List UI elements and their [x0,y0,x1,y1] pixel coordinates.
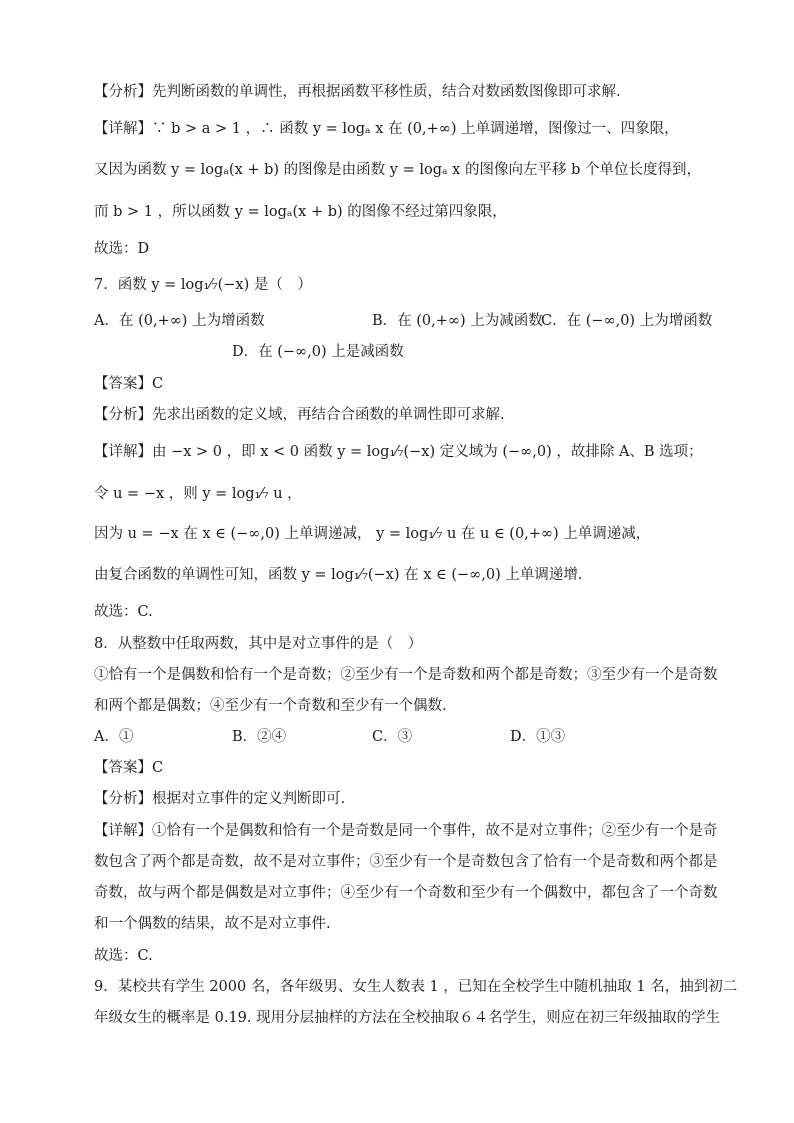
q7-option-b: B．在 (0,+∞) 上为减函数 [372,313,543,329]
q8-analysis: 【分析】根据对立事件的定义判断即可. [94,791,346,807]
q6-detail-line-3: 而 b > 1 ，所以函数 y = logₐ(x + b) 的图像不经过第四象限， [94,204,507,220]
q6-analysis: 【分析】先判断函数的单调性，再根据函数平移性质，结合对数函数图像即可求解. [94,84,621,100]
q7-detail-line-2: 令 u = −x ，则 y = log₁⁄₇ u ， [94,486,302,502]
q8-detail-line-1: 【详解】①恰有一个是偶数和恰有一个是奇数是同一个事件，故不是对立事件；②至少有一个是奇 [94,823,718,839]
q8-option-c: C．③ [372,729,413,745]
q6-choice: 故选：D [94,241,150,257]
q7-answer: 【答案】C [94,376,164,392]
q8-option-b: B．②④ [232,729,287,745]
q7-choice: 故选：C. [94,604,153,620]
q7-detail-line-3: 因为 u = −x 在 x ∈ (−∞,0) 上单调递减， y = log₁⁄₇ u 在 u ∈ (0,+∞) 上单调递减， [94,526,651,542]
q8-answer: 【答案】C [94,760,164,776]
q8-choice: 故选：C. [94,948,153,964]
q9-stem-line-1: 9．某校共有学生 2000 名，各年级男、女生人数表 1 ，已知在全校学生中随机抽取 1 名，抽到初二 [94,979,738,995]
q7-detail-line-1: 【详解】由 −x > 0 ，即 x < 0 函数 y = log₁⁄₇(−x) 定义域为 (−∞,0) ，故排除 A、B 选项； [94,444,703,460]
q7-option-a: A．在 (0,+∞) 上为增函数 [94,313,265,329]
q8-option-d: D．①③ [510,729,566,745]
q6-detail-line-2: 又因为函数 y = logₐ(x + b) 的图像是由函数 y = logₐ x 的图像向左平移 b 个单位长度得到， [94,162,701,178]
q8-option-a: A．① [94,729,134,745]
q7-analysis: 【分析】先求出函数的定义域，再结合合函数的单调性即可求解. [94,407,505,423]
q8-items-line-1: ①恰有一个是偶数和恰有一个是奇数；②至少有一个是奇数和两个都是奇数；③至少有一个是奇数 [94,667,718,683]
q8-items-line-2: 和两个都是偶数；④至少有一个奇数和至少有一个偶数. [94,698,447,714]
q8-detail-line-3: 奇数，故与两个都是偶数是对立事件；④至少有一个奇数和至少有一个偶数中，都包含了一个奇数 [94,885,718,901]
q6-detail-line-1: 【详解】∵ b > a > 1 ，∴ 函数 y = logₐ x 在 (0,+∞) 上单调递增，图像过一、四象限， [94,121,679,137]
q7-stem: 7．函数 y = log₁⁄₇(−x) 是（ ） [94,277,312,293]
q7-option-d: D．在 (−∞,0) 上是减函数 [232,344,404,360]
q8-detail-line-4: 和一个偶数的结果，故不是对立事件. [94,916,331,932]
q8-stem: 8．从整数中任取两数，其中是对立事件的是（ ） [94,636,423,652]
q8-detail-line-2: 数包含了两个都是奇数，故不是对立事件；③至少有一个是奇数包含了恰有一个是奇数和两个都是 [94,854,718,870]
q7-option-c: C．在 (−∞,0) 上为增函数 [541,313,713,329]
q7-detail-line-4: 由复合函数的单调性可知，函数 y = log₁⁄₇(−x) 在 x ∈ (−∞,0) 上单调递增. [94,567,583,583]
q9-stem-line-2: 年级女生的概率是 0.19. 现用分层抽样的方法在全校抽取６４名学生，则应在初三年级抽取的学生 [94,1010,721,1026]
